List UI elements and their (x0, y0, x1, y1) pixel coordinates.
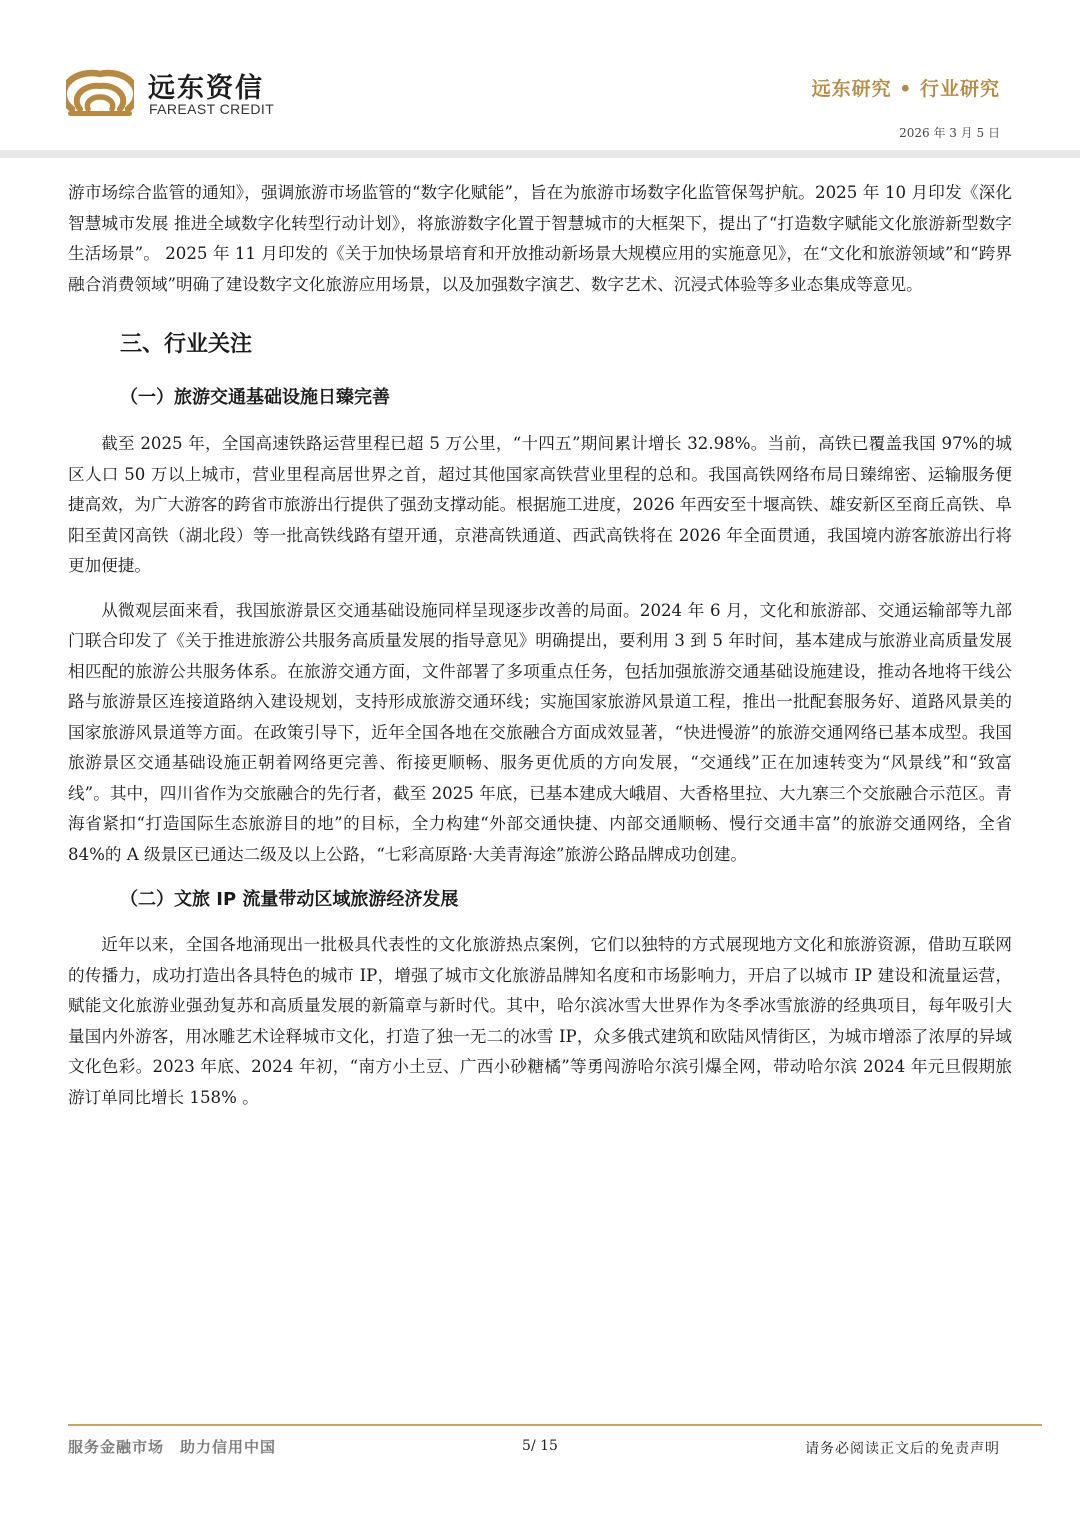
subsection-title-2: （二）文旅 IP 流量带动区域旅游经济发展 (120, 889, 459, 910)
section-title: 三、行业关注 (120, 332, 253, 357)
brand-name-en: FAREAST CREDIT (149, 101, 275, 117)
paragraph: 截至 2025 年，全国高速铁路运营里程已超 5 万公里，“十四五”期间累计增长 32.98%。当前，高铁已覆盖我国 97%的城区人口 50 万以上城市，营业里程高居世界之首，超过其他国家高铁营业里程的总和。我国高铁网络布局日臻绵密、运输服务便捷高效，为广大游客的跨省市旅游出行提供了强劲支撑动能。根据施工进度，2026 年西安至十堰高铁、雄安新区至商丘高铁、阜阳至黄冈高铁（湖北段）等一批高铁线路有望开通，京港高铁通道、西武高铁将在 2026 年全面贯通，我国境内游客旅游出行将更加便捷。 (68, 434, 1012, 575)
paragraph: 近年以来，全国各地涌现出一批极具代表性的文化旅游热点案例，它们以独特的方式展现地方文化和旅游资源，借助互联网的传播力，成功打造出各具特色的城市 IP，增强了城市文化旅游品牌知名度和市场影响力，开启了以城市 IP 建设和流量运营，赋能文化旅游业强劲复苏和高质量发展的新篇章与新时代。其中，哈尔滨冰雪大世界作为冬季冰雪旅游的经典项目，每年吸引大量国内外游客，用冰雕艺术诠释城市文化，打造了独一无二的冰雪 IP，众多俄式建筑和欧陆风情街区，为城市增添了浓厚的异域文化色彩。2023 年底、2024 年初，“南方小土豆、广西小砂糖橘”等勇闯游哈尔滨引爆全网，带动哈尔滨 2024 年元旦假期旅游订单同比增长 158% 。 (68, 935, 1012, 1107)
page-content (68, 178, 1012, 1113)
brand-name-cn: 远东资信 (148, 73, 264, 104)
header-divider (0, 150, 1080, 158)
page-number: 5/ 15 (522, 1438, 558, 1454)
footer-slogan: 服务金融市场 助力信用中国 (68, 1438, 277, 1456)
subsection-title-1: （一）旅游交通基础设施日臻完善 (120, 387, 390, 408)
footer-divider (68, 1424, 1042, 1426)
report-date: 2026 年 3 月 5 日 (899, 126, 1000, 140)
paragraph: 从微观层面来看，我国旅游景区交通基础设施同样呈现逐步改善的局面。2024 年 6 月，文化和旅游部、交通运输部等九部门联合印发了《关于推进旅游公共服务高质量发展的指导意见》明确提出，要利用 3 到 5 年时间，基本建成与旅游业高质量发展相匹配的旅游公共服务体系。在旅游交通方面，文件部署了多项重点任务，包括加强旅游交通基础设施建设，推动各地将干线公路与旅游景区连接道路纳入建设规划，支持形成旅游交通环线；实施国家旅游风景道工程，推出一批配套服务好、道路风景美的国家旅游风景道等方面。在政策引导下，近年全国各地在交旅融合方面成效显著，“快进慢游”的旅游交通网络已基本成型。我国旅游景区交通基础设施正朝着网络更完善、衔接更顺畅、服务更优质的方向发展，“交通线”正在加速转变为“风景线”和“致富线”。其中，四川省作为交旅融合的先行者，截至 2025 年底，已基本建成大峨眉、大香格里拉、大九寨三个交旅融合示范区。青海省紧扣“打造国际生态旅游目的地”的目标，全力构建“外部交通快捷、内部交通顺畅、慢行交通丰富”的旅游交通网络，全省 84%的 A 级景区已通达二级及以上公路，“七彩高原路·大美青海途”旅游公路品牌成功创建。 (68, 600, 1012, 864)
page-header (0, 0, 1080, 160)
fareast-credit-logo-icon (66, 62, 134, 120)
section-tag: 远东研究 • 行业研究 (811, 78, 1000, 100)
footer-disclaimer: 请务必阅读正文后的免责声明 (805, 1441, 1000, 1457)
intro-paragraph: 游市场综合监管的通知》，强调旅游市场监管的“数字化赋能”，旨在为旅游市场数字化监管保驾护航。2025 年 10 月印发《深化智慧城市发展 推进全域数字化转型行动计划》，将旅游数字化置于智慧城市的大框架下，提出了“打造数字赋能文化旅游新型数字生活场景”。 2025 年 11 月印发的《关于加快场景培育和开放推动新场景大规模应用的实施意见》，在“文化和旅游领域”和“跨界融合消费领域”明确了建设数字文化旅游应用场景，以及加强数字演艺、数字艺术、沉浸式体验等多业态集成等意见。 (68, 183, 1012, 294)
